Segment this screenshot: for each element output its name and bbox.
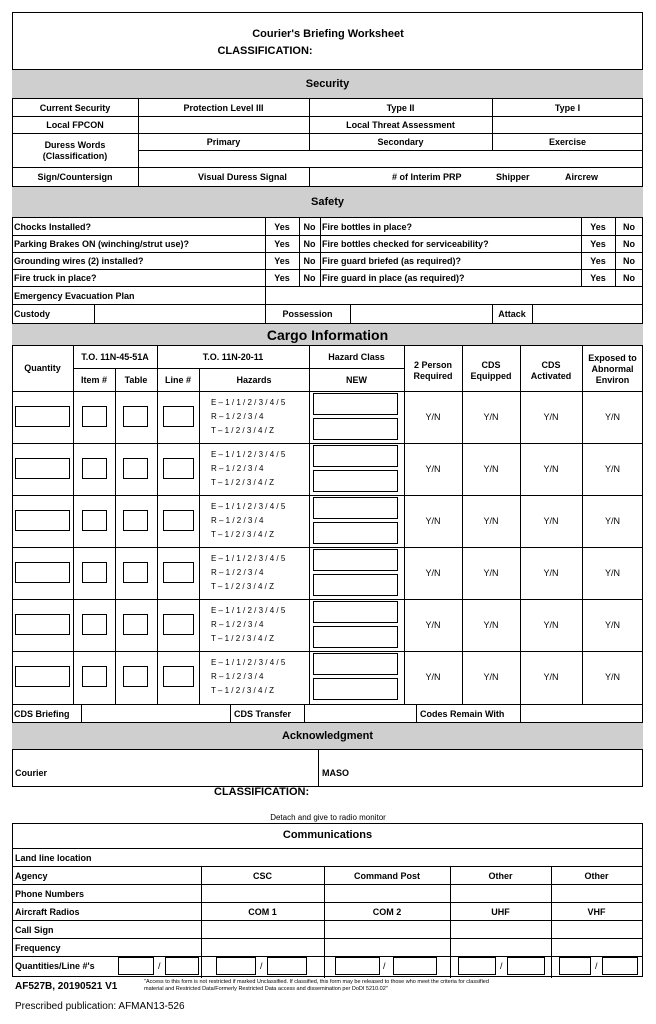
hazard-class-new-input[interactable] — [313, 678, 398, 700]
aircrew-label: Aircrew — [565, 172, 599, 182]
cargo-row — [12, 599, 643, 651]
cargo-row — [12, 391, 643, 443]
hazards-list: E – 1 / 1 / 2 / 3 / 4 / 5 R – 1 / 2 / 3 / 4 T – 1 / 2 / 3 / 4 / Z — [211, 450, 286, 487]
no-option[interactable]: No — [623, 256, 635, 266]
exposed-header: Exposed to Abnormal Environ — [588, 353, 637, 385]
frequency-label: Frequency — [15, 943, 61, 953]
land-line-label: Land line location — [15, 853, 92, 863]
cds-equipped-yn[interactable]: Y/N — [483, 672, 499, 682]
line-input[interactable] — [163, 614, 194, 635]
quantity-input[interactable] — [15, 562, 70, 583]
possession-label: Possession — [282, 309, 333, 319]
hazard-class-input[interactable] — [313, 393, 398, 415]
cds-transfer-label: CDS Transfer — [234, 709, 292, 719]
exposed-yn[interactable]: Y/N — [604, 672, 620, 682]
table-input[interactable] — [123, 458, 148, 479]
csc-label: CSC — [252, 871, 272, 881]
no-option[interactable]: No — [623, 273, 635, 283]
quantities-label: Quantities/Line #'s — [15, 961, 95, 971]
hazards-list: E – 1 / 1 / 2 / 3 / 4 / 5 R – 1 / 2 / 3 / 4 T – 1 / 2 / 3 / 4 / Z — [211, 554, 286, 591]
line-input[interactable] — [163, 458, 194, 479]
cargo-row — [12, 547, 643, 599]
two-person-yn[interactable]: Y/N — [425, 620, 441, 630]
fire-bottles-checked-label: Fire bottles checked for serviceability? — [322, 239, 489, 249]
line-box[interactable] — [602, 957, 638, 975]
com1-label: COM 1 — [248, 907, 277, 917]
ack-header: Acknowledgment — [12, 722, 643, 750]
interim-prp-label: # of Interim PRP — [392, 172, 462, 182]
no-option[interactable]: No — [303, 256, 316, 266]
quantity-box[interactable] — [559, 957, 591, 975]
cds-equipped-yn[interactable]: Y/N — [483, 412, 499, 422]
line-box[interactable] — [267, 957, 307, 975]
slash: / — [595, 961, 598, 971]
exposed-yn[interactable]: Y/N — [604, 620, 620, 630]
other-label-2: Other — [584, 871, 609, 881]
visual-duress-label: Visual Duress Signal — [198, 172, 287, 182]
quantity-input[interactable] — [15, 406, 70, 427]
fire-truck-label: Fire truck in place? — [14, 273, 97, 283]
prescribed-publication: Prescribed publication: AFMAN13-526 — [15, 1001, 185, 1012]
security-grid — [12, 99, 643, 186]
table-input[interactable] — [123, 406, 148, 427]
yes-option[interactable]: Yes — [274, 239, 290, 249]
duress-words-label: Duress Words — [44, 140, 106, 150]
cargo-header: Cargo Information — [12, 323, 643, 346]
item-input[interactable] — [82, 614, 107, 635]
line-input[interactable] — [163, 510, 194, 531]
slash: / — [260, 961, 263, 971]
quantity-input[interactable] — [15, 458, 70, 479]
courier-label: Courier — [15, 768, 48, 778]
fire-bottles-label: Fire bottles in place? — [322, 222, 413, 232]
agency-label: Agency — [15, 871, 48, 881]
maso-label: MASO — [322, 768, 349, 778]
quantity-input[interactable] — [15, 666, 70, 687]
to1-header: T.O. 11N-45-51A — [81, 352, 149, 362]
table-input[interactable] — [123, 666, 148, 687]
aircraft-radios-label: Aircraft Radios — [15, 907, 80, 917]
classification-top: CLASSIFICATION: — [217, 45, 313, 57]
yes-option[interactable]: Yes — [590, 273, 606, 283]
cds-activated-yn[interactable]: Y/N — [543, 620, 559, 630]
disclaimer: "Access to this form is not restricted if marked Unclassified. If classified, this form may be released to those who meet the criteria for classified material and Restricted Data/Formerly Restricted Data access and dissemination per DoDI 5210.02" — [144, 979, 489, 992]
fire-guard-briefed-label: Fire guard briefed (as required)? — [322, 256, 462, 266]
exposed-yn[interactable]: Y/N — [604, 412, 620, 422]
no-option[interactable]: No — [303, 239, 316, 249]
comms-frame — [12, 823, 643, 977]
item-input[interactable] — [82, 406, 107, 427]
line-input[interactable] — [163, 666, 194, 687]
quantity-box[interactable] — [335, 957, 380, 975]
item-input[interactable] — [82, 562, 107, 583]
hazard-class-input[interactable] — [313, 445, 398, 467]
yes-option[interactable]: Yes — [274, 256, 290, 266]
local-fpcon-label: Local FPCON — [46, 120, 104, 130]
current-security-label: Current Security — [39, 103, 111, 113]
cds-equipped-header: CDS Equipped — [470, 360, 512, 381]
quantity-input[interactable] — [15, 510, 70, 531]
hazard-class-new-input[interactable] — [313, 418, 398, 440]
uhf-label: UHF — [491, 907, 510, 917]
hazard-class-new-input[interactable] — [313, 626, 398, 648]
yes-option[interactable]: Yes — [590, 222, 606, 232]
no-option[interactable]: No — [303, 273, 316, 283]
classification-bottom: CLASSIFICATION: — [214, 786, 310, 798]
command-post-label: Command Post — [353, 871, 420, 881]
line-box[interactable] — [393, 957, 437, 975]
attack-label: Attack — [498, 309, 526, 319]
no-option[interactable]: No — [623, 222, 635, 232]
cargo-row — [12, 651, 643, 703]
line-box[interactable] — [507, 957, 545, 975]
slash: / — [158, 961, 161, 971]
hazards-list: E – 1 / 1 / 2 / 3 / 4 / 5 R – 1 / 2 / 3 / 4 T – 1 / 2 / 3 / 4 / Z — [211, 658, 286, 695]
line-input[interactable] — [163, 406, 194, 427]
yes-option[interactable]: Yes — [274, 222, 290, 232]
yes-option[interactable]: Yes — [590, 239, 606, 249]
hazard-class-input[interactable] — [313, 601, 398, 623]
cds-activated-yn[interactable]: Y/N — [543, 672, 559, 682]
comms-title: Communications — [282, 829, 373, 841]
quantity-input[interactable] — [15, 614, 70, 635]
no-option[interactable]: No — [623, 239, 635, 249]
call-sign-label: Call Sign — [15, 925, 54, 935]
item-input[interactable] — [82, 666, 107, 687]
cds-briefing-label: CDS Briefing — [14, 709, 70, 719]
item-input[interactable] — [82, 458, 107, 479]
hazard-class-input[interactable] — [313, 549, 398, 571]
sign-countersign-label: Sign/Countersign — [37, 172, 113, 182]
slash: / — [500, 961, 503, 971]
secondary-label: Secondary — [377, 137, 424, 147]
vhf-label: VHF — [587, 907, 606, 917]
cds-activated-yn[interactable]: Y/N — [543, 412, 559, 422]
slash: / — [383, 961, 386, 971]
item-header: Item # — [80, 375, 107, 385]
safety-header: Safety — [12, 186, 643, 218]
hazards-header: Hazards — [236, 375, 272, 385]
cds-equipped-yn[interactable]: Y/N — [483, 568, 499, 578]
safety-grid — [12, 218, 643, 323]
exposed-yn[interactable]: Y/N — [604, 464, 620, 474]
cds-equipped-yn[interactable]: Y/N — [483, 620, 499, 630]
table-input[interactable] — [123, 614, 148, 635]
com2-label: COM 2 — [372, 907, 402, 917]
no-option[interactable]: No — [303, 222, 316, 232]
grounding-wires-label: Grounding wires (2) installed? — [14, 256, 144, 266]
yes-option[interactable]: Yes — [590, 256, 606, 266]
parking-brakes-label: Parking Brakes ON (winching/strut use)? — [14, 239, 190, 249]
cargo-row — [12, 443, 643, 495]
protection-level-label: Protection Level III — [183, 103, 264, 113]
cds-activated-header: CDS Activated — [530, 360, 572, 381]
cargo-row — [12, 495, 643, 547]
form-title: Courier's Briefing Worksheet — [252, 28, 404, 40]
new-header: NEW — [346, 375, 367, 385]
two-person-header: 2 Person Required — [413, 360, 453, 381]
table-input[interactable] — [123, 510, 148, 531]
chocks-label: Chocks Installed? — [14, 222, 92, 232]
table-header: Table — [124, 375, 148, 385]
hazard-class-new-input[interactable] — [313, 470, 398, 492]
codes-remain-label: Codes Remain With — [420, 709, 505, 719]
evac-plan-label: Emergency Evacuation Plan — [14, 291, 135, 301]
hazard-class-new-input[interactable] — [313, 522, 398, 544]
two-person-yn[interactable]: Y/N — [425, 516, 441, 526]
other-label: Other — [488, 871, 513, 881]
exercise-label: Exercise — [548, 137, 587, 147]
cargo-grid — [12, 346, 643, 722]
quantity-header: Quantity — [24, 363, 61, 373]
exposed-yn[interactable]: Y/N — [604, 568, 620, 578]
hazards-list: E – 1 / 1 / 2 / 3 / 4 / 5 R – 1 / 2 / 3 / 4 T – 1 / 2 / 3 / 4 / Z — [211, 502, 286, 539]
cds-equipped-yn[interactable]: Y/N — [483, 516, 499, 526]
hazards-list: E – 1 / 1 / 2 / 3 / 4 / 5 R – 1 / 2 / 3 / 4 T – 1 / 2 / 3 / 4 / Z — [211, 398, 286, 435]
exposed-yn[interactable]: Y/N — [604, 516, 620, 526]
quantity-box[interactable] — [118, 957, 154, 975]
quantity-box[interactable] — [216, 957, 256, 975]
to2-header: T.O. 11N-20-11 — [202, 352, 264, 362]
cds-activated-yn[interactable]: Y/N — [543, 568, 559, 578]
type1-label: Type I — [554, 103, 581, 113]
table-input[interactable] — [123, 562, 148, 583]
cds-equipped-yn[interactable]: Y/N — [483, 464, 499, 474]
fire-guard-place-label: Fire guard in place (as required)? — [322, 273, 465, 283]
primary-label: Primary — [206, 137, 241, 147]
hazard-class-new-input[interactable] — [313, 574, 398, 596]
quantity-box[interactable] — [458, 957, 496, 975]
security-header: Security — [12, 69, 643, 99]
yes-option[interactable]: Yes — [274, 273, 290, 283]
line-box[interactable] — [165, 957, 199, 975]
two-person-yn[interactable]: Y/N — [425, 464, 441, 474]
line-header: Line # — [164, 375, 191, 385]
two-person-yn[interactable]: Y/N — [425, 568, 441, 578]
hazard-class-input[interactable] — [313, 497, 398, 519]
type2-label: Type II — [386, 103, 415, 113]
hazard-class-input[interactable] — [313, 653, 398, 675]
hazard-class-header: Hazard Class — [328, 352, 385, 362]
form-id: AF527B, 20190521 V1 — [15, 981, 118, 992]
item-input[interactable] — [82, 510, 107, 531]
detach-note: Detach and give to radio monitor — [270, 813, 386, 822]
cds-activated-yn[interactable]: Y/N — [543, 516, 559, 526]
local-threat-label: Local Threat Assessment — [346, 120, 455, 130]
hazards-list: E – 1 / 1 / 2 / 3 / 4 / 5 R – 1 / 2 / 3 / 4 T – 1 / 2 / 3 / 4 / Z — [211, 606, 286, 643]
duress-classification-label: (Classification) — [42, 151, 108, 161]
phone-numbers-label: Phone Numbers — [15, 889, 85, 899]
custody-label: Custody — [14, 309, 50, 319]
two-person-yn[interactable]: Y/N — [425, 412, 441, 422]
line-input[interactable] — [163, 562, 194, 583]
two-person-yn[interactable]: Y/N — [425, 672, 441, 682]
shipper-label: Shipper — [496, 172, 530, 182]
cds-activated-yn[interactable]: Y/N — [543, 464, 559, 474]
